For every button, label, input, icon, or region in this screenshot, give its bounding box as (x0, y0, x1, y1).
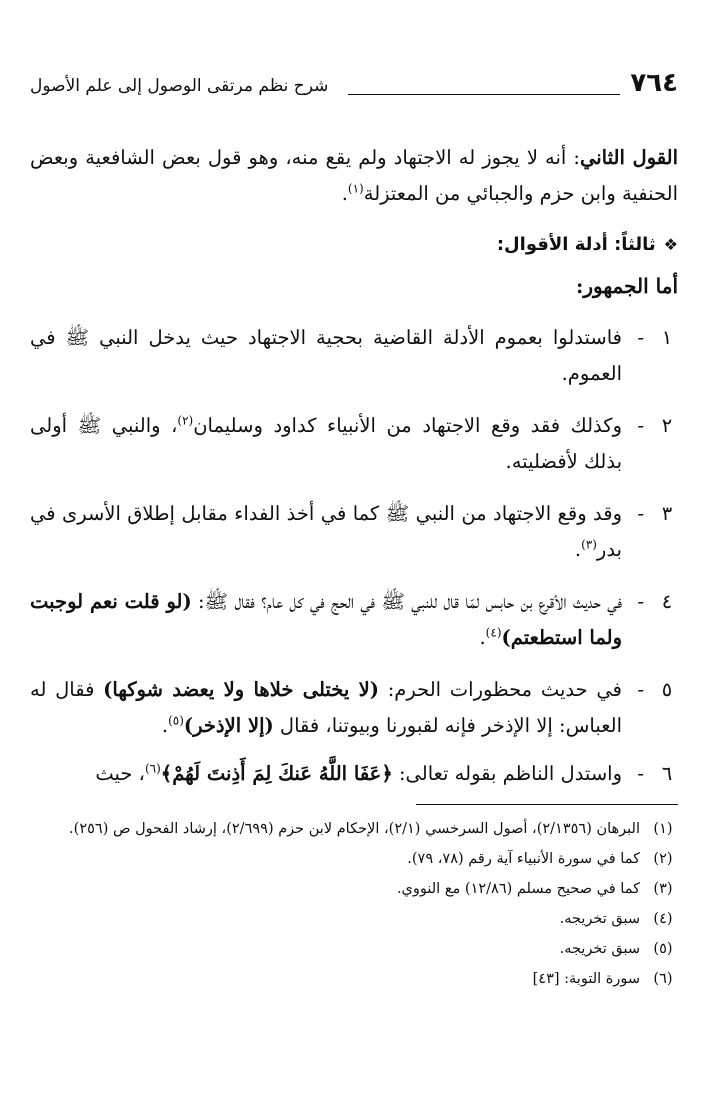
footnote-number: (٦) (653, 971, 673, 987)
list-item-dash: - (637, 678, 644, 701)
page-number: ٧٦٤ (630, 68, 678, 98)
list-item-dash: - (637, 326, 644, 349)
list-item-text: فاستدلوا بعموم الأدلة القاضية بحجية الاجتهاد حيث يدخل النبي ﷺ في العموم. (30, 326, 622, 385)
list-item-number: ٣ (661, 502, 673, 525)
list-item-number: ١ (661, 326, 673, 349)
footnote-ref: (٢) (177, 413, 194, 428)
footnote (30, 906, 678, 932)
list-item-text-part: في حديث محظورات الحرم: (379, 678, 622, 701)
list-item-text-part: في حديث الأقرع بن حابس لمّا قال للنبي ﷺ في الحج في كل عام؟ فقال ﷺ: (191, 590, 622, 613)
list-item-text (30, 672, 622, 744)
quran-verse: ﴿عَفَا اللَّهُ عَنكَ لِمَ أَذِنتَ لَهُمْ﴾ (160, 762, 393, 785)
footnote-ref: (٦) (144, 761, 161, 776)
list-item-number: ٤ (661, 590, 673, 613)
diamond-bullet-icon: ❖ (663, 235, 678, 254)
book-title: شرح نظم مرتقى الوصول إلى علم الأصول (30, 76, 329, 96)
footnote-ref: (١) (347, 181, 364, 196)
footnote (30, 816, 678, 842)
list-item-text-part: ، والنبي ﷺ أولى بذلك لأفضليته. (30, 414, 622, 473)
footnote (30, 966, 678, 992)
list-item-text-part: وقد وقع الاجتهاد من النبي ﷺ كما في أخذ الفداء مقابل إطلاق الأسرى في بدر (30, 502, 622, 561)
footnote-ref: (٥) (168, 713, 184, 728)
footnote-number: (٤) (653, 911, 673, 927)
footnote-number: (٣) (653, 881, 673, 897)
list-item-text-part: فقال له العباس: إلا الإذخر فإنه لقبورنا وبيوتنا، فقال (30, 678, 622, 737)
footnote (30, 876, 678, 902)
footnote-text: البرهان (٢/١٣٥٦)، أصول السرخسي (٢/١)، الإحكام لابن حزم (٢/٦٩٩)، إرشاد الفحول ص (٢٥٦). (69, 821, 640, 837)
list-item-text (30, 408, 622, 480)
list-item-number: ٢ (661, 414, 673, 437)
list-item-text-part: ، حيث (95, 762, 145, 785)
header-rule (348, 94, 620, 95)
hadith-quote: (لا يختلى خلاها ولا يعضد شوكها) (103, 678, 379, 701)
list-item-number: ٦ (661, 762, 673, 785)
list-item-text (30, 496, 622, 568)
page-header (30, 68, 678, 112)
footnote-number: (٥) (653, 941, 673, 957)
list-item-text (30, 756, 622, 792)
footnotes (30, 816, 678, 996)
footnote-text: كما في صحيح مسلم (١٢/٨٦) مع النووي. (396, 881, 640, 897)
footnote-text: سورة التوبة: [٤٣] (532, 971, 640, 987)
footnote-text: سبق تخريجه. (559, 941, 640, 957)
list-item-dash: - (637, 762, 644, 785)
list-item-dash: - (637, 502, 644, 525)
footnote-number: (١) (653, 821, 673, 837)
section-heading (497, 230, 678, 260)
footnote-text: كما في سورة الأنبياء آية رقم (٧٨، ٧٩). (407, 851, 640, 867)
footnote-text: سبق تخريجه. (559, 911, 640, 927)
subheading-jumhur: أما الجمهور: (575, 274, 678, 298)
footnote-separator (416, 804, 678, 805)
footnote-ref: (٣) (581, 537, 597, 552)
footnote-ref: (٤) (485, 625, 502, 640)
paragraph-text: : أنه لا يجوز له الاجتهاد ولم يقع منه، وهو قول بعض الشافعية وبعض الحنفية وابن حزم والجبائي من المعتزلة (30, 146, 678, 205)
list-item-text-part: . (161, 714, 169, 737)
footnote (30, 846, 678, 872)
list-item-text-part: واستدل الناظم بقوله تعالى: (392, 762, 622, 785)
list-item-number: ٥ (661, 678, 673, 701)
list-item-dash: - (637, 590, 644, 613)
paragraph-lead: القول الثاني (580, 146, 678, 169)
list-item-text-part: . (479, 626, 486, 649)
footnote (30, 936, 678, 962)
hadith-quote: (لو قلت نعم لوجبت ولما استطعتم) (30, 590, 622, 649)
section-heading-text: ثالثاً: أدلة الأقوال: (496, 234, 656, 255)
paragraph-end: . (341, 182, 348, 205)
hadith-quote: (إلا الإذخر) (183, 714, 274, 737)
list-item-dash: - (637, 414, 644, 437)
list-item-text (30, 584, 622, 656)
paragraph-second-opinion (30, 140, 678, 212)
footnote-number: (٢) (653, 851, 673, 867)
list-item-text-part: وكذلك فقد وقع الاجتهاد من الأنبياء كداود وسليمان (193, 414, 622, 437)
list-item-text-part: . (574, 538, 582, 561)
